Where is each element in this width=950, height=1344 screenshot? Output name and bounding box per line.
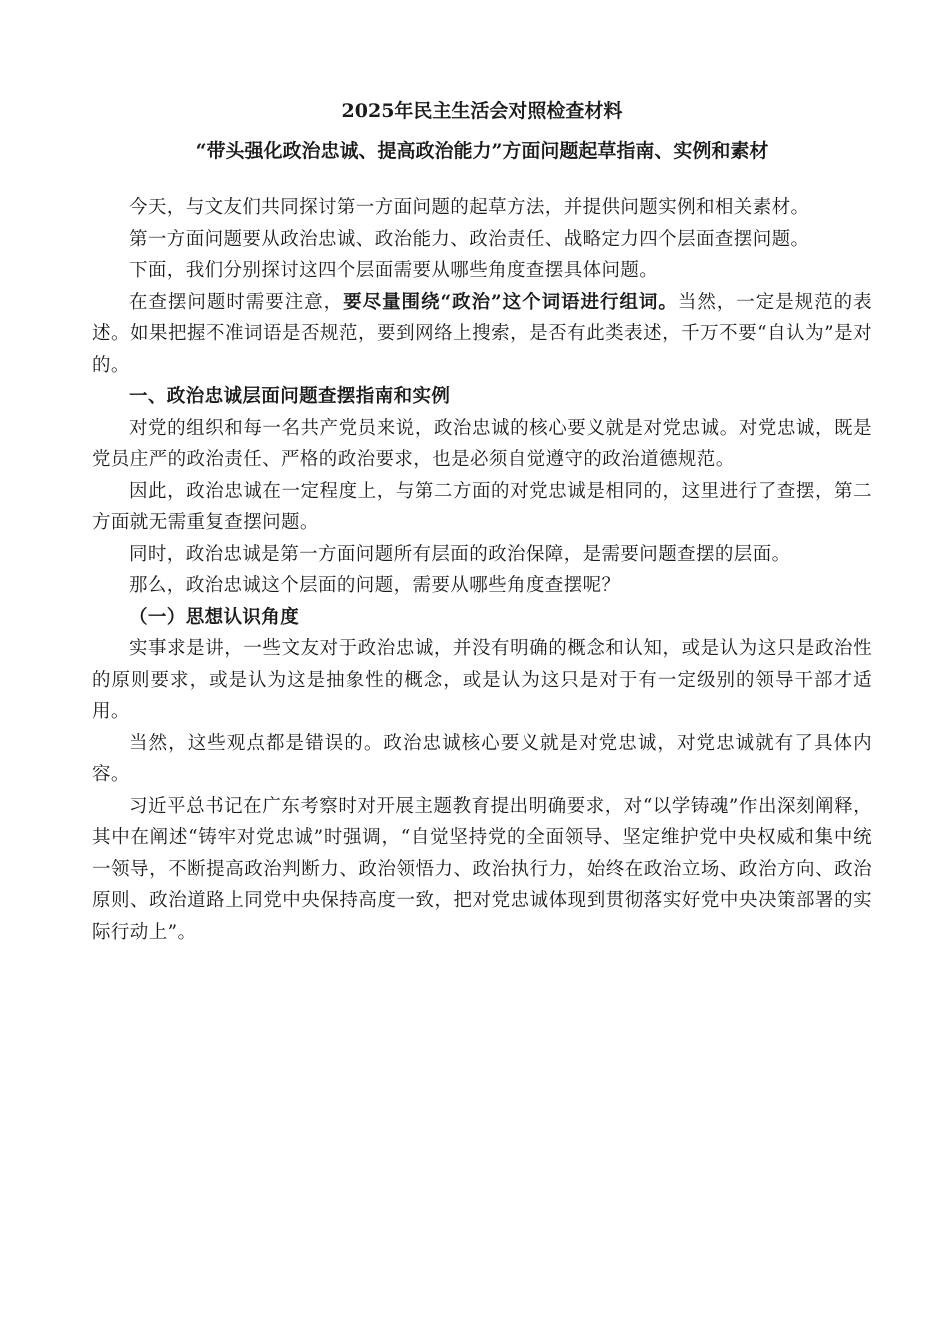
note-emphasis: 要尽量围绕“政治”这个词语进行组词。: [343, 291, 678, 313]
paragraph-note: [92, 287, 872, 382]
document-body: [92, 192, 872, 948]
note-lead: 在查摆问题时需要注意，: [129, 291, 344, 313]
paragraph-four-levels: 第一方面问题要从政治忠诚、政治能力、政治责任、战略定力四个层面查摆问题。: [129, 228, 810, 250]
document-title: 2025年民主生活会对照检查材料: [341, 100, 623, 122]
paragraph-question: 那么，政治忠诚这个层面的问题，需要从哪些角度查摆呢？: [129, 575, 621, 596]
paragraph-intro: 今天，与文友们共同探讨第一方面问题的起草方法，并提供问题实例和相关素材。: [129, 197, 810, 218]
paragraph-loyalty-core: 对党的组织和每一名共产党员来说，政治忠诚的核心要义就是对党忠诚。对党忠诚，既是党员庄严的政治责任、严格的政治要求，也是必须自觉遵守的政治道德规范。: [92, 417, 872, 470]
paragraph-meanwhile: 同时，政治忠诚是第一方面问题所有层面的政治保障，是需要问题查摆的层面。: [129, 543, 791, 565]
paragraph-misconceptions: 实事求是讲，一些文友对于政治忠诚，并没有明确的概念和认知，或是认为这只是政治性的原则要求，或是认为这是抽象性的概念，或是认为这只是对于有一定级别的领导干部才适用。: [92, 638, 872, 722]
paragraph-next: 下面，我们分别探讨这四个层面需要从哪些角度查摆具体问题。: [129, 260, 659, 281]
paragraph-therefore: 因此，政治忠诚在一定程度上，与第二方面的对党忠诚是相同的，这里进行了查摆，第二方面就无需重复查摆问题。: [92, 480, 872, 533]
document-subtitle: “带头强化政治忠诚、提高政治能力”方面问题起草指南、实例和素材: [195, 140, 769, 162]
note-tail: 当然，一定是规范的表述。如果把握不准词语是否规范，要到网络上搜索，是否有此类表述，千万不要“自认为”是对的。: [92, 291, 872, 376]
paragraph-correction: 当然，这些观点都是错误的。政治忠诚核心要义就是对党忠诚，对党忠诚就有了具体内容。: [92, 732, 872, 785]
paragraph-quote: 习近平总书记在广东考察时对开展主题教育提出明确要求，对“以学铸魂”作出深刻阐释，其中在阐述“铸牢对党忠诚”时强调，“自觉坚持党的全面领导、坚定维护党中央权威和集中统一领导，不断提高政治判断力、政治领悟力、政治执行力，始终在政治立场、政治方向、政治原则、政治道路上同党中央保持高度一致，把对党忠诚体现到贯彻落实好党中央决策部署的实际行动上”。: [92, 795, 872, 943]
section-heading-1: 一、政治忠诚层面问题查摆指南和实例: [129, 386, 451, 407]
subsection-heading-1: （一）思想认识角度: [129, 606, 300, 628]
